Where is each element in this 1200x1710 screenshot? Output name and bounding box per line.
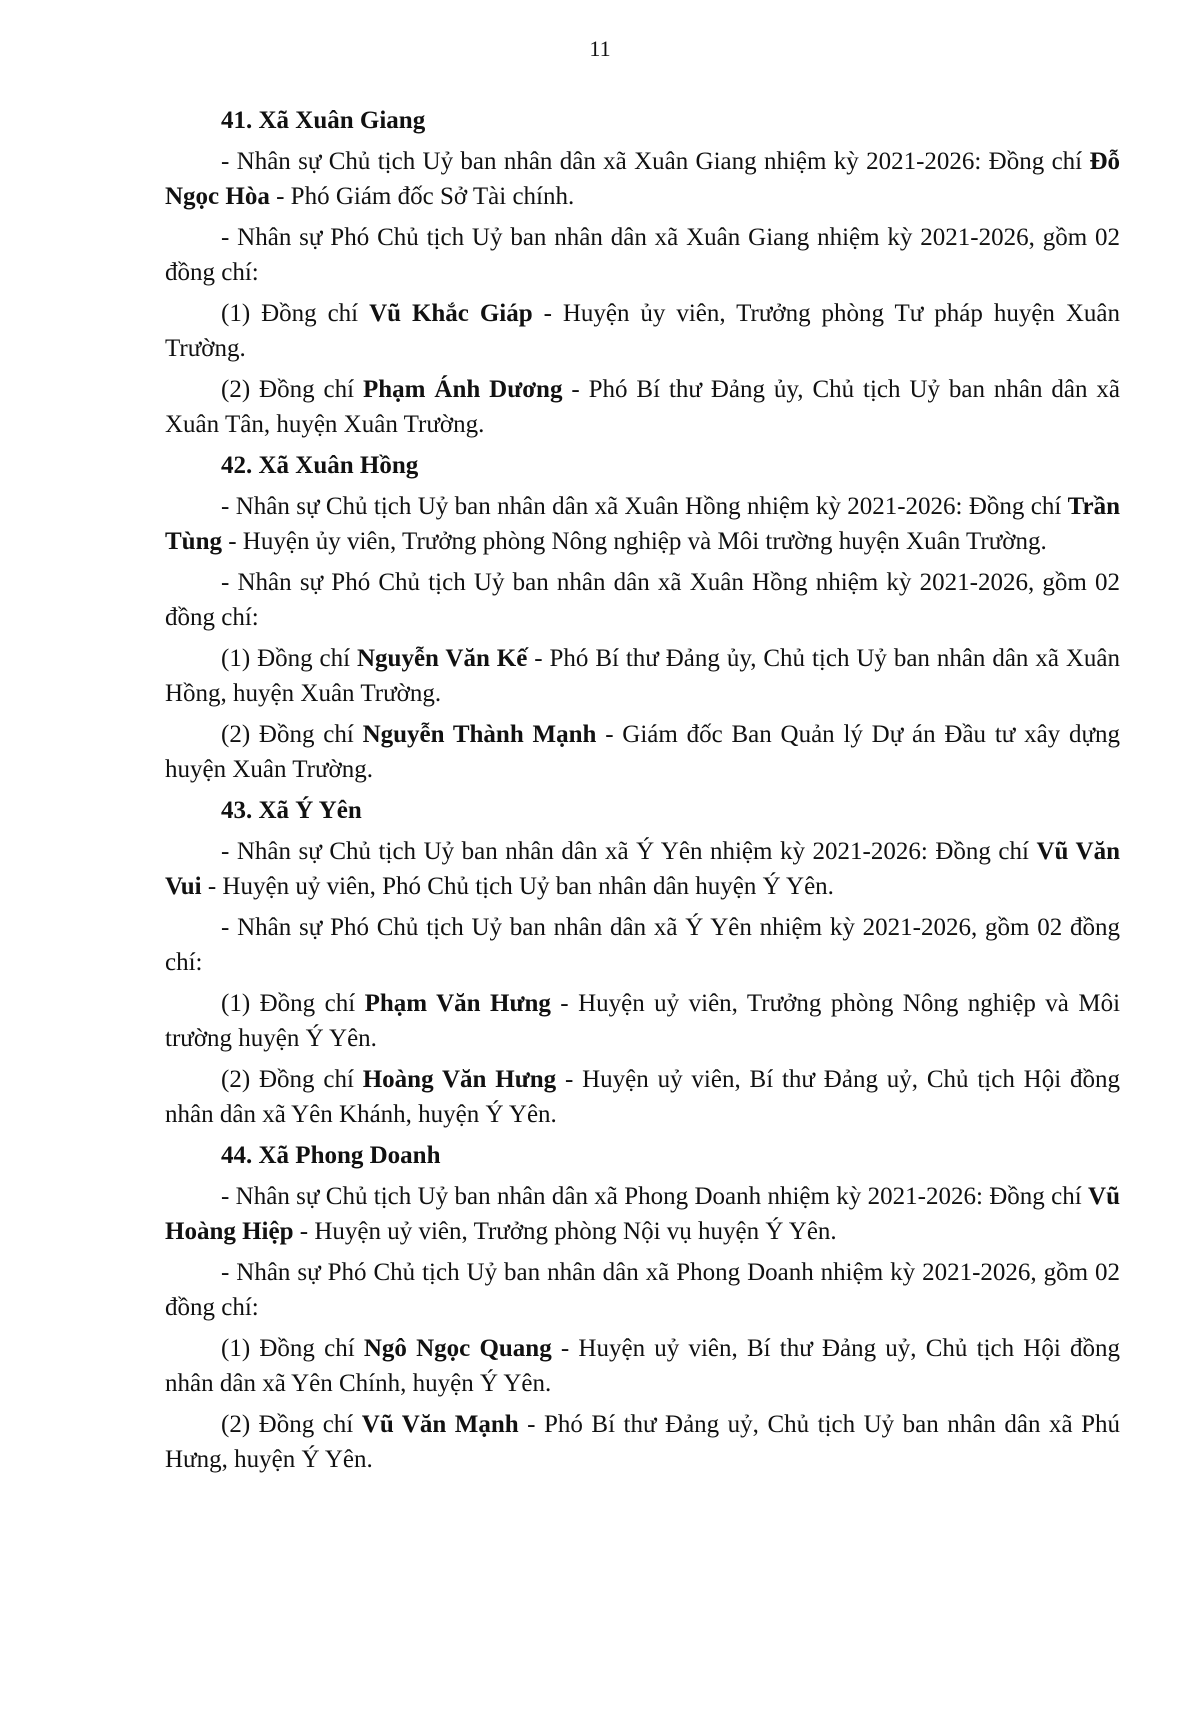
vice-name: Vũ Khắc Giáp: [369, 300, 533, 327]
vice-name: Hoàng Văn Hưng: [362, 1066, 557, 1093]
vice-name: Nguyễn Văn Kế: [357, 645, 528, 672]
vice-paragraph: [165, 296, 1120, 366]
page-number: 11: [589, 36, 611, 61]
vice-name: Nguyễn Thành Mạnh: [362, 721, 597, 748]
vice-paragraph: [165, 717, 1120, 787]
commune-section: [165, 793, 1120, 1132]
vice-paragraph: [165, 372, 1120, 442]
commune-section: [165, 448, 1120, 787]
vice-role-text: - Huyện uỷ viên, Bí thư Đảng uỷ, Chủ tịch Hội đồng nhân dân xã Yên Khánh, huyện Ý Yên.: [165, 1066, 1120, 1128]
vice-intro-text: (1) Đồng chí: [221, 645, 357, 672]
vice-intro-paragraph: - Nhân sự Phó Chủ tịch Uỷ ban nhân dân xã Ý Yên nhiệm kỳ 2021-2026, gồm 02 đồng chí:: [165, 914, 1120, 976]
vice-intro-text: (2) Đồng chí: [221, 376, 363, 403]
chair-intro-text: - Nhân sự Chủ tịch Uỷ ban nhân dân xã Xuân Hồng nhiệm kỳ 2021-2026: Đồng chí: [221, 493, 1068, 520]
commune-section: [165, 103, 1120, 442]
vice-paragraph: [165, 986, 1120, 1056]
vice-role-text: - Giám đốc Ban Quản lý Dự án Đầu tư xây dựng huyện Xuân Trường.: [165, 721, 1121, 783]
chair-paragraph: [165, 489, 1120, 559]
chair-role-text: - Phó Giám đốc Sở Tài chính.: [269, 183, 575, 210]
chair-intro-text: - Nhân sự Chủ tịch Uỷ ban nhân dân xã Ý Yên nhiệm kỳ 2021-2026: Đồng chí: [221, 838, 1037, 865]
chair-name: Vũ Văn Vui: [165, 838, 1120, 900]
chair-role-text: - Huyện uỷ viên, Trưởng phòng Nội vụ huyện Ý Yên.: [293, 1218, 837, 1245]
chair-paragraph: [165, 144, 1120, 214]
vice-paragraph: [165, 1062, 1120, 1132]
vice-role-text: - Phó Bí thư Đảng uỷ, Chủ tịch Uỷ ban nhân dân xã Phú Hưng, huyện Ý Yên.: [165, 1411, 1120, 1473]
vice-role-text: - Huyện ủy viên, Trưởng phòng Tư pháp huyện Xuân Trường.: [165, 300, 1121, 362]
document-body: [165, 103, 1120, 1483]
section-heading: 44. Xã Phong Doanh: [221, 1142, 441, 1169]
vice-paragraph: [165, 641, 1120, 711]
vice-intro-text: (1) Đồng chí: [221, 990, 365, 1017]
chair-name: Đỗ Ngọc Hòa: [165, 148, 1120, 210]
chair-name: Vũ Hoàng Hiệp: [165, 1183, 1120, 1245]
vice-role-text: - Huyện uỷ viên, Trưởng phòng Nông nghiệp và Môi trường huyện Ý Yên.: [165, 990, 1121, 1052]
vice-intro-paragraph: - Nhân sự Phó Chủ tịch Uỷ ban nhân dân xã Xuân Giang nhiệm kỳ 2021-2026, gồm 02 đồng chí:: [165, 224, 1120, 286]
vice-intro-text: (1) Đồng chí: [221, 1335, 364, 1362]
chair-name: Trần Tùng: [165, 493, 1120, 555]
section-heading: 41. Xã Xuân Giang: [221, 107, 426, 134]
chair-paragraph: [165, 1179, 1120, 1249]
vice-intro-text: (2) Đồng chí: [221, 1066, 363, 1093]
vice-intro-paragraph: - Nhân sự Phó Chủ tịch Uỷ ban nhân dân xã Phong Doanh nhiệm kỳ 2021-2026, gồm 02 đồng chí:: [165, 1259, 1120, 1321]
chair-intro-text: - Nhân sự Chủ tịch Uỷ ban nhân dân xã Phong Doanh nhiệm kỳ 2021-2026: Đồng chí: [221, 1183, 1089, 1210]
vice-role-text: - Phó Bí thư Đảng ủy, Chủ tịch Uỷ ban nhân dân xã Xuân Hồng, huyện Xuân Trường.: [165, 645, 1121, 707]
chair-role-text: - Huyện ủy viên, Trưởng phòng Nông nghiệp và Môi trường huyện Xuân Trường.: [221, 528, 1047, 555]
vice-paragraph: [165, 1407, 1120, 1477]
vice-intro-paragraph: - Nhân sự Phó Chủ tịch Uỷ ban nhân dân xã Xuân Hồng nhiệm kỳ 2021-2026, gồm 02 đồng chí:: [165, 569, 1120, 631]
vice-paragraph: [165, 1331, 1120, 1401]
vice-name: Vũ Văn Mạnh: [361, 1411, 519, 1438]
section-heading: 42. Xã Xuân Hồng: [221, 452, 419, 479]
vice-intro-text: (1) Đồng chí: [221, 300, 370, 327]
section-heading: 43. Xã Ý Yên: [221, 797, 362, 824]
vice-intro-text: (2) Đồng chí: [221, 1411, 362, 1438]
chair-role-text: - Huyện uỷ viên, Phó Chủ tịch Uỷ ban nhân dân huyện Ý Yên.: [201, 873, 834, 900]
vice-name: Phạm Ánh Dương: [362, 376, 563, 403]
vice-role-text: - Huyện uỷ viên, Bí thư Đảng uỷ, Chủ tịch Hội đồng nhân dân xã Yên Chính, huyện Ý Yên.: [165, 1335, 1120, 1397]
vice-role-text: - Phó Bí thư Đảng ủy, Chủ tịch Uỷ ban nhân dân xã Xuân Tân, huyện Xuân Trường.: [165, 376, 1120, 438]
vice-intro-text: (2) Đồng chí: [221, 721, 363, 748]
vice-name: Phạm Văn Hưng: [364, 990, 551, 1017]
vice-name: Ngô Ngọc Quang: [363, 1335, 552, 1362]
chair-paragraph: [165, 834, 1120, 904]
commune-section: [165, 1138, 1120, 1477]
chair-intro-text: - Nhân sự Chủ tịch Uỷ ban nhân dân xã Xuân Giang nhiệm kỳ 2021-2026: Đồng chí: [221, 148, 1090, 175]
